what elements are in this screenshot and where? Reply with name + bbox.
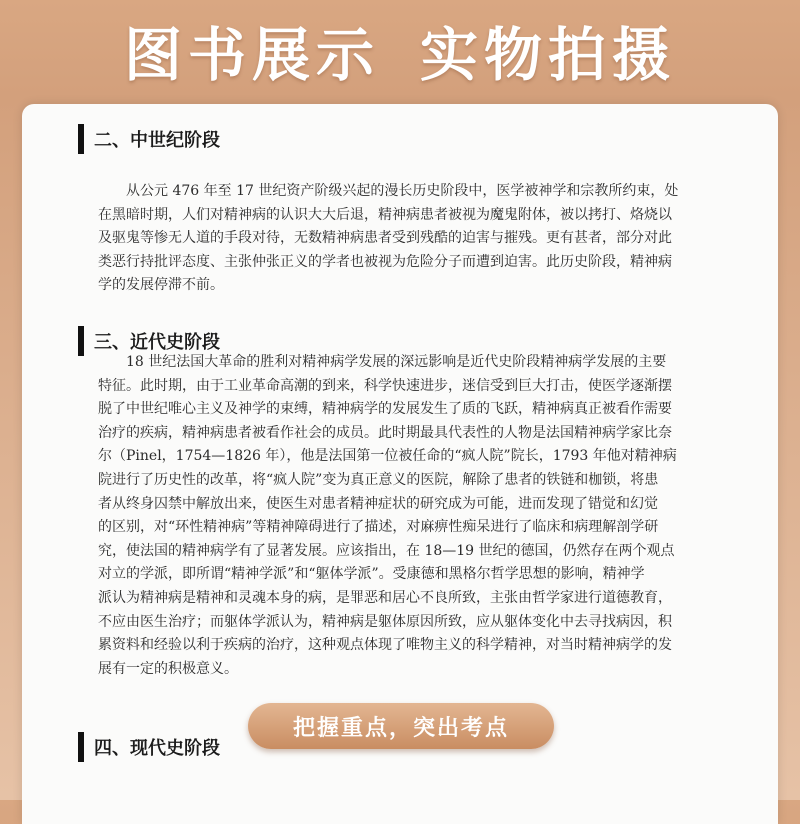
paragraph-line: 在黑暗时期，人们对精神病的认识大大后退，精神病患者被视为魔鬼附体，被以拷打、烙烧以 — [98, 206, 672, 223]
paragraph-line: 18 世纪法国大革命的胜利对精神病学发展的深远影响是近代史阶段精神病学发展的主要 — [126, 354, 667, 370]
paragraph-line: 的区别，对“环性精神病”等精神障碍进行了描述，对麻痹性痴呆进行了临床和病理解剖学研 — [98, 519, 659, 536]
paragraph-line: 展有一定的积极意义。 — [98, 660, 238, 677]
section-heading — [78, 124, 220, 154]
paragraph-line: 特征。此时期，由于工业革命高潮的到来，科学快速进步，迷信受到巨大打击，使医学逐渐摆 — [98, 377, 672, 394]
section-heading — [78, 732, 220, 762]
paragraph-line: 类恶行持批评态度、主张仲张正义的学者也被视为危险分子而遭到迫害。此历史阶段，精神病 — [98, 253, 672, 270]
heading-bar — [78, 326, 84, 356]
highlight-badge — [248, 703, 554, 749]
section-heading-text: 二、中世纪阶段 — [94, 130, 220, 151]
paragraph-line: 者从终身囚禁中解放出来，使医生对患者精神症状的研究成为可能，进而发现了错觉和幻觉 — [98, 495, 658, 512]
paragraph-line: 及驱鬼等惨无人道的手段对待，无数精神病患者受到残酷的迫害与摧残。更有甚者，部分对此 — [98, 230, 672, 247]
paragraph-line: 尔（Pinel，1754—1826 年），他是法国第一位被任命的“疯人院”院长，1793 年他对精神病 — [98, 448, 677, 465]
paragraph-line: 从公元 476 年至 17 世纪资产阶级兴起的漫长历史阶段中，医学被神学和宗教所约束，处 — [126, 183, 679, 199]
paragraph-line: 学的发展停滞不前。 — [98, 277, 224, 294]
heading-bar — [78, 124, 84, 154]
paragraph-line: 脱了中世纪唯心主义及神学的束缚，精神病学的发展发生了质的飞跃，精神病真正被看作需要 — [98, 401, 672, 418]
paragraph-line: 派认为精神病是精神和灵魂本身的病，是罪恶和居心不良所致，主张由哲学家进行道德教育， — [98, 589, 672, 606]
heading-bar — [78, 732, 84, 762]
highlight-badge-label: 把握重点，突出考点 — [292, 715, 509, 741]
paragraph-line: 累资料和经验以利于疾病的治疗，这种观点体现了唯物主义的科学精神，对当时精神病学的发 — [98, 637, 672, 654]
section-heading-text: 三、近代史阶段 — [94, 332, 220, 353]
banner-title-right: 实物拍摄 — [420, 21, 677, 89]
paragraph-line: 院进行了历史性的改革，将“疯人院”变为真正意义的医院，解除了患者的铁链和枷锁，将患 — [98, 471, 659, 488]
paragraph-line: 究，使法国的精神病学有了显著发展。应该指出，在 18—19 世纪的德国，仍然存在两个观点 — [98, 542, 675, 559]
banner-title-left: 图书展示 — [123, 21, 380, 89]
banner — [0, 0, 800, 100]
paragraph-line: 不应由医生治疗；而躯体学派认为，精神病是躯体原因所致，应从躯体变化中去寻找病因，积 — [98, 613, 672, 630]
section-paragraph — [98, 351, 704, 681]
section-paragraph — [98, 180, 704, 298]
paragraph-line: 治疗的疾病，精神病患者被看作社会的成员。此时期最具代表性的人物是法国精神病学家比奈 — [98, 424, 672, 441]
section-heading-text: 四、现代史阶段 — [94, 738, 220, 759]
paragraph-line: 对立的学派，即所谓“精神学派”和“躯体学派”。受康德和黑格尔哲学思想的影响，精神学 — [98, 566, 645, 583]
